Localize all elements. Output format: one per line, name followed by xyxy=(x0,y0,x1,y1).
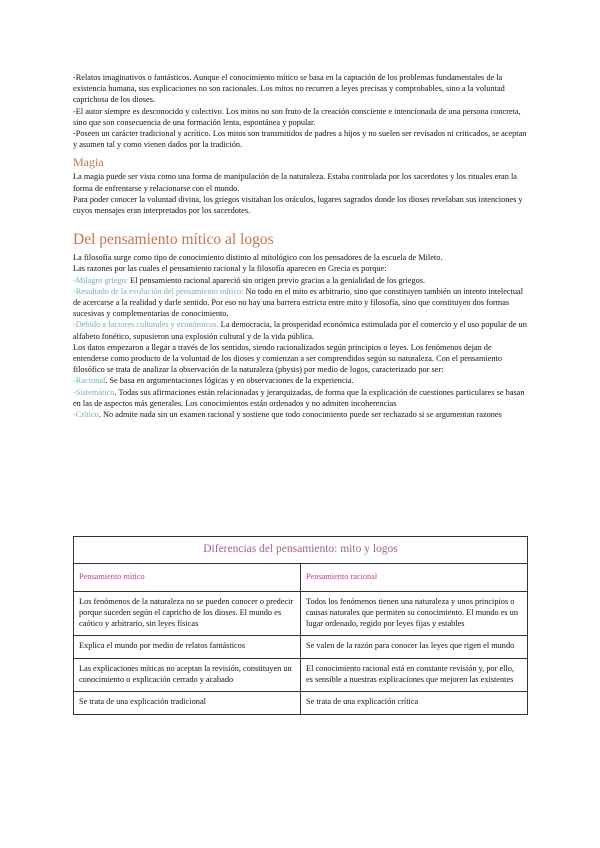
table-cell-racional: El conocimiento racional está en constante revisión y, por ello, es sensible a nuestras explicaciones que mejoren las existentes xyxy=(301,658,528,692)
table-cell-mitico: Los fenómenos de la naturaleza no se pueden conocer o predecir porque suceden según el capricho de los dioses. El mundo es caótico y arbitrario, sin leyes físicas xyxy=(74,591,301,636)
table-cell-racional: Se trata de una explicación crítica xyxy=(301,692,528,714)
reason-milagro-griego xyxy=(73,275,528,286)
magia-heading: Magia xyxy=(73,155,104,170)
column-header-mitico: Pensamiento mítico xyxy=(74,564,301,591)
reason-label: -Resultado de la evolución del pensamiento mítico: xyxy=(73,286,244,296)
reason-text: No todo en el mito es arbitrario, sino que constituyen también un intento intelectual de acercarse a la realidad y darle sentido. Por eso no hay una barrera estricta entre mito y filosofía, sino que constituyen dos formas sucesivas y complementarias de conocimiento. xyxy=(73,286,524,319)
reason-text: La democracia, la prosperidad económica estimulada por el comercio y el uso popular de un alfabeto fonético, supusieron una explosión cultural y de la vida pública. xyxy=(73,320,527,341)
trait-racional xyxy=(73,375,528,386)
table-row xyxy=(74,692,528,714)
table-cell-mitico: Se trata de una explicación tradicional xyxy=(74,692,301,714)
logos-heading: Del pensamiento mítico al logos xyxy=(73,231,274,249)
trait-sistematico xyxy=(73,387,528,409)
reason-factores-culturales xyxy=(73,319,528,341)
table-title: Diferencias del pensamiento: mito y logos xyxy=(74,537,528,564)
trait-text: . Todas sus afirmaciones están relacionadas y jerarquizadas, de forma que la explicación de cuestiones particulares se basan en las de aspectos más generales. Los conocimientos están ordenados y no admiten incoherencias xyxy=(73,387,525,408)
logos-paragraph-razones: Las razones por las cuales el pensamiento racional y la filosofía aparecen en Grecia es porque: xyxy=(73,264,387,274)
column-header-racional: Pensamiento racional xyxy=(301,564,528,591)
intro-item-tradicional: -Poseen un carácter tradicional y acrítico. Los mitos son transmitidos de padres a hijos y no suelen ser revisados ni criticados, se aceptan y asumen tal y como vienen dados por la tradición. xyxy=(73,129,527,150)
trait-text: . Se basa en argumentaciones lógicas y en observaciones de la experiencia. xyxy=(105,376,354,386)
logos-paragraph-sentidos: Los datos empezaron a llegar a través de los sentidos, siendo racionalizados según principios o leyes. Los fenómenos dejan de entenderse como producto de la voluntad de los dioses y comienzan a ser comprendidos según su naturaleza. Con el pensamiento filosófico se trata de analizar la observación de la naturaleza (physis) por medio de logos, caracterizado por ser: xyxy=(73,342,503,375)
intro-item-relatos: -Relatos imaginativos o fantásticos. Aunque el conocimiento mítico se basa en la captación de los problemas fundamentales de la existencia humana, sus explicaciones no son racionales. Los mitos no recurren a leyes precisas y comprobables, sino a la voluntad caprichosa de los dioses. xyxy=(73,73,505,105)
reason-label: -Milagro griego: xyxy=(73,275,129,285)
reason-text: El pensamiento racional apareció sin origen previo gracias a la genialidad de los griegos. xyxy=(128,275,426,285)
table-cell-mitico: Las explicaciones míticas no aceptan la revisión, constituyen un conocimiento o explicación cerrado y acabado xyxy=(74,658,301,692)
logos-paragraph-mileto: La filosofía surge como tipo de conocimiento distinto al mitológico con los pensadores de la escuela de Mileto. xyxy=(73,253,443,263)
trait-critico xyxy=(73,409,528,420)
table-title-row xyxy=(74,537,528,564)
table-row xyxy=(74,591,528,636)
trait-label: -Sistemático xyxy=(73,387,115,397)
magia-paragraph: La magia puede ser vista como una forma de manipulación de la naturaleza. Estaba controlada por los sacerdotes y los rituales eran la forma de enfrentarse y relacionarse con el mundo. xyxy=(73,172,517,193)
reason-evolucion-mitico xyxy=(73,286,528,320)
trait-text: . No admite nada sin un examen racional y sostiene que todo conocimiento puede ser rechazado si se argumentan razones xyxy=(98,410,502,420)
intro-item-autor: -El autor siempre es desconocido y colectivo. Los mitos no son fruto de la creación consciente e intencionada de una persona concreta, sino que son consecuencia de una formación lenta, espontánea y popular. xyxy=(73,106,521,127)
reason-label: -Debido a factores culturales y económicos. xyxy=(73,320,219,330)
trait-label: -Racional xyxy=(73,376,106,386)
table-cell-mitico: Explica el mundo por medio de relatos fantásticos xyxy=(74,636,301,658)
document-body xyxy=(73,72,528,420)
table-row xyxy=(74,636,528,658)
table-row xyxy=(74,658,528,692)
trait-label: -Crítico xyxy=(73,410,99,420)
table-header-row xyxy=(74,564,528,591)
table-cell-racional: Todos los fenómenos tienen una naturaleza y unos principios o causas naturales que permiten su conocimiento. El mundo es un lugar ordenado, regido por leyes fijas y estables xyxy=(301,591,528,636)
comparison-table xyxy=(73,536,528,715)
table-cell-racional: Se valen de la razón para conocer las leyes que rigen el mundo xyxy=(301,636,528,658)
magia-paragraph: Para poder conocer la voluntad divina, los griegos visitaban los oráculos, lugares sagrados donde los dioses revelaban sus intenciones y cuyos mensajes eran interpretados por los sacerdotes. xyxy=(73,194,523,216)
